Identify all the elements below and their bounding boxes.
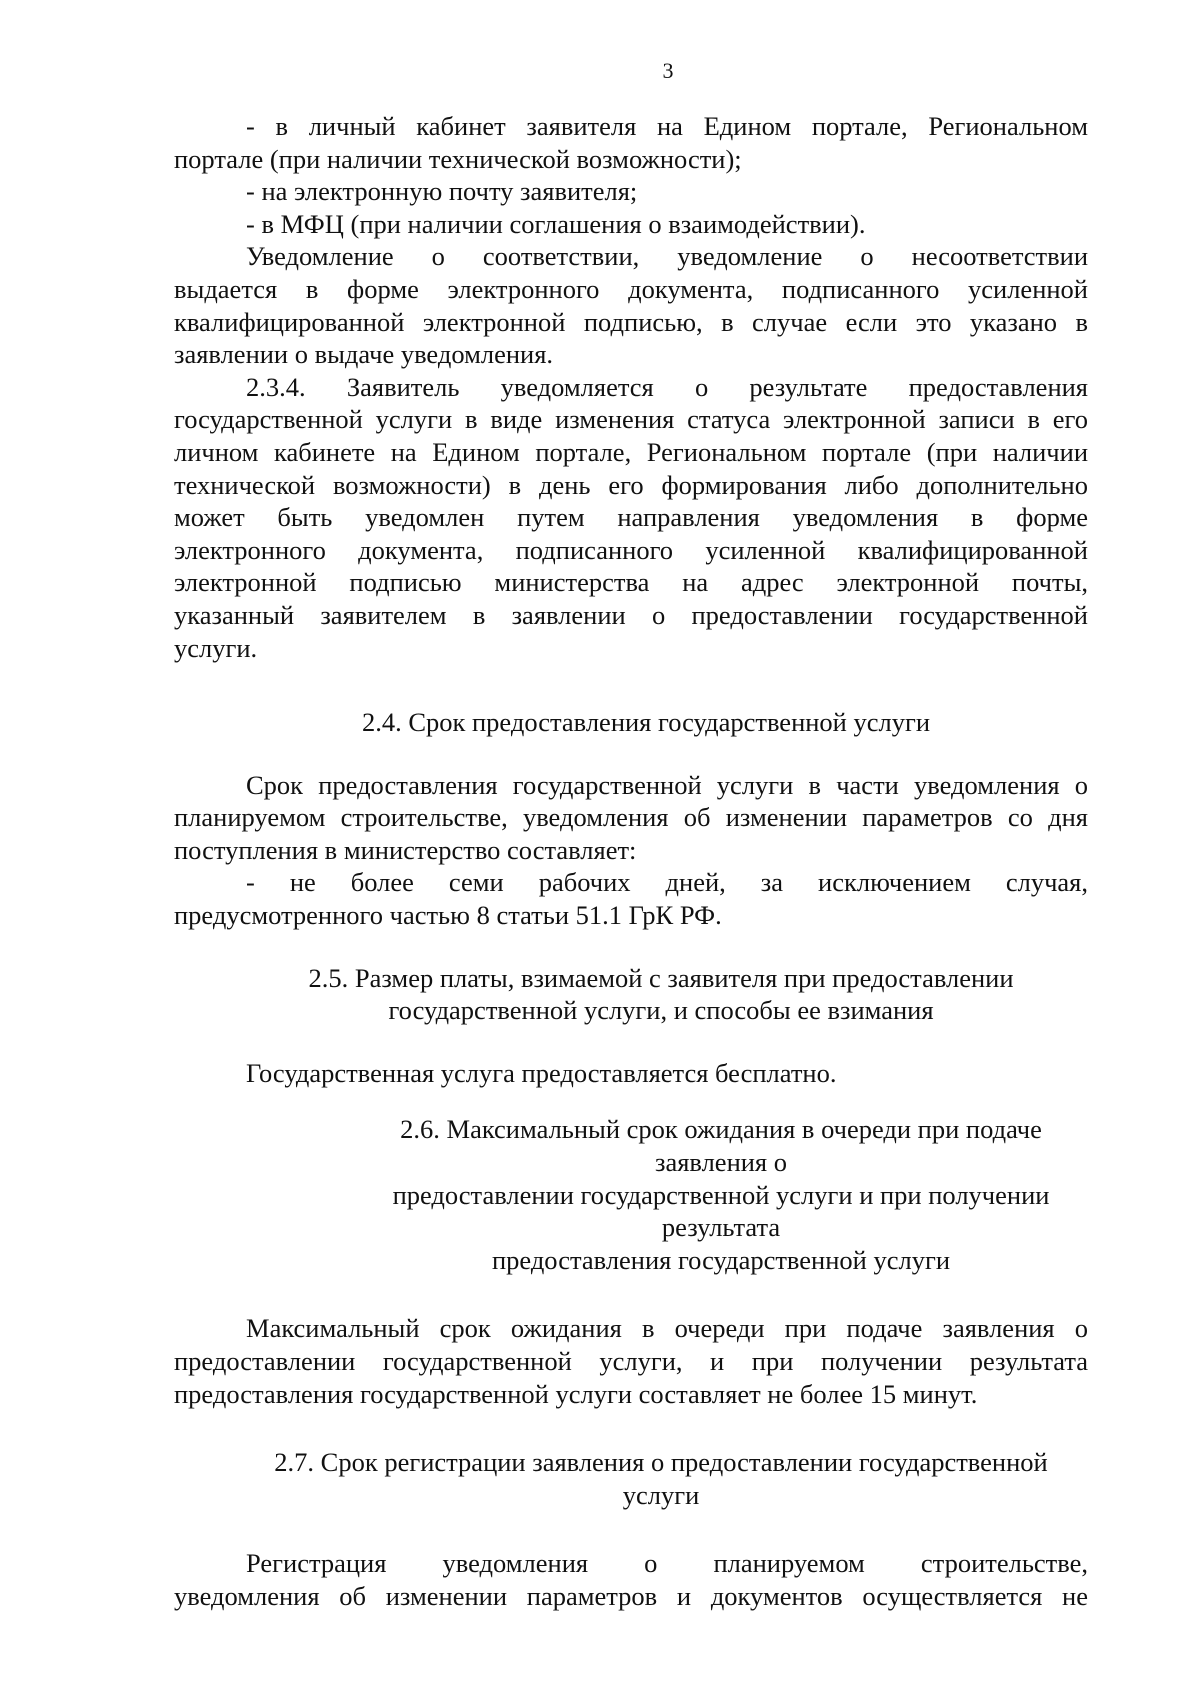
page-number: 3 bbox=[662, 58, 674, 83]
text-line: электронной подписью министерства на адрес электронной почты, bbox=[174, 567, 1088, 598]
heading-line: 2.5. Размер платы, взимаемой с заявителя при предоставлении bbox=[308, 962, 1014, 993]
spacer bbox=[174, 932, 1088, 962]
paragraph: - в МФЦ (при наличии соглашения о взаимодействии). bbox=[246, 208, 866, 239]
section-heading-2-7 bbox=[174, 1446, 1088, 1511]
text-line: электронного документа, подписанного усиленной квалифицированной bbox=[174, 534, 1088, 565]
spacer bbox=[174, 739, 1088, 769]
spacer bbox=[174, 1410, 1088, 1446]
paragraph bbox=[174, 1312, 1088, 1410]
text-line: Максимальный срок ожидания в очереди при подаче заявления о bbox=[246, 1313, 1088, 1344]
text-line: квалифицированной электронной подписью, в случае если это указано в bbox=[174, 306, 1088, 337]
text-line: личном кабинете на Едином портале, Региональном портале (при наличии bbox=[174, 436, 1088, 467]
paragraph bbox=[174, 110, 1088, 175]
text-line: уведомления об изменении параметров и документов осуществляется не bbox=[174, 1580, 1088, 1611]
text-line: заявлении о выдаче уведомления. bbox=[174, 339, 554, 370]
section-heading-2-5 bbox=[174, 962, 1088, 1027]
section-heading-2-4: 2.4. Срок предоставления государственной услуги bbox=[361, 707, 931, 738]
paragraph bbox=[174, 371, 1088, 664]
text-line: выдается в форме электронного документа, подписанного усиленной bbox=[174, 273, 1088, 304]
spacer bbox=[174, 1027, 1088, 1057]
spacer bbox=[174, 1511, 1088, 1547]
text-line: услуги. bbox=[174, 632, 258, 663]
text-line: поступления в министерство составляет: bbox=[174, 834, 637, 865]
text-line: предусмотренного частью 8 статьи 51.1 ГрК РФ. bbox=[174, 900, 722, 931]
heading-line: услуги bbox=[622, 1479, 700, 1510]
text-line: государственной услуги в виде изменения статуса электронной записи в его bbox=[174, 404, 1088, 435]
text-line: планируемом строительстве, уведомления об изменении параметров со дня bbox=[174, 802, 1088, 833]
paragraph bbox=[174, 240, 1088, 370]
spacer bbox=[174, 664, 1088, 694]
text-line: указанный заявителем в заявлении о предоставлении государственной bbox=[174, 599, 1088, 630]
heading-line: 2.7. Срок регистрации заявления о предоставлении государственной bbox=[274, 1447, 1048, 1478]
paragraph: - на электронную почту заявителя; bbox=[246, 176, 638, 207]
text-line: предоставления государственной услуги составляет не более 15 минут. bbox=[174, 1378, 978, 1409]
text-line: Уведомление о соответствии, уведомление о несоответствии bbox=[246, 241, 1088, 272]
text-line: Срок предоставления государственной услуги в части уведомления о bbox=[246, 769, 1088, 800]
text-line: 2.3.4. Заявитель уведомляется о результате предоставления bbox=[246, 371, 1088, 402]
spacer bbox=[174, 1089, 1088, 1113]
text-line: Регистрация уведомления о планируемом строительстве, bbox=[246, 1548, 1088, 1579]
document-body bbox=[174, 110, 1088, 1613]
text-line: технической возможности) в день его формирования либо дополнительно bbox=[174, 469, 1088, 500]
paragraph bbox=[174, 1547, 1088, 1612]
paragraph bbox=[174, 866, 1088, 931]
heading-line: 2.6. Максимальный срок ожидания в очереди при подаче заявления о bbox=[400, 1114, 1042, 1178]
text-line: предоставлении государственной услуги, и при получении результата bbox=[174, 1346, 1088, 1376]
heading-line: предоставлении государственной услуги и при получении результата bbox=[392, 1179, 1050, 1243]
text-line: портале (при наличии технической возможности); bbox=[174, 143, 742, 174]
paragraph: Государственная услуга предоставляется бесплатно. bbox=[246, 1057, 837, 1088]
heading-line: государственной услуги, и способы ее взимания bbox=[388, 995, 934, 1026]
spacer bbox=[174, 1276, 1088, 1312]
section-heading-2-6 bbox=[174, 1113, 1088, 1276]
text-line: - в личный кабинет заявителя на Едином портале, Региональном bbox=[246, 111, 1088, 141]
paragraph bbox=[174, 769, 1088, 867]
heading-line: предоставления государственной услуги bbox=[491, 1244, 951, 1275]
text-line: может быть уведомлен путем направления уведомления в форме bbox=[174, 502, 1088, 533]
text-line: - не более семи рабочих дней, за исключением случая, bbox=[246, 867, 1088, 898]
